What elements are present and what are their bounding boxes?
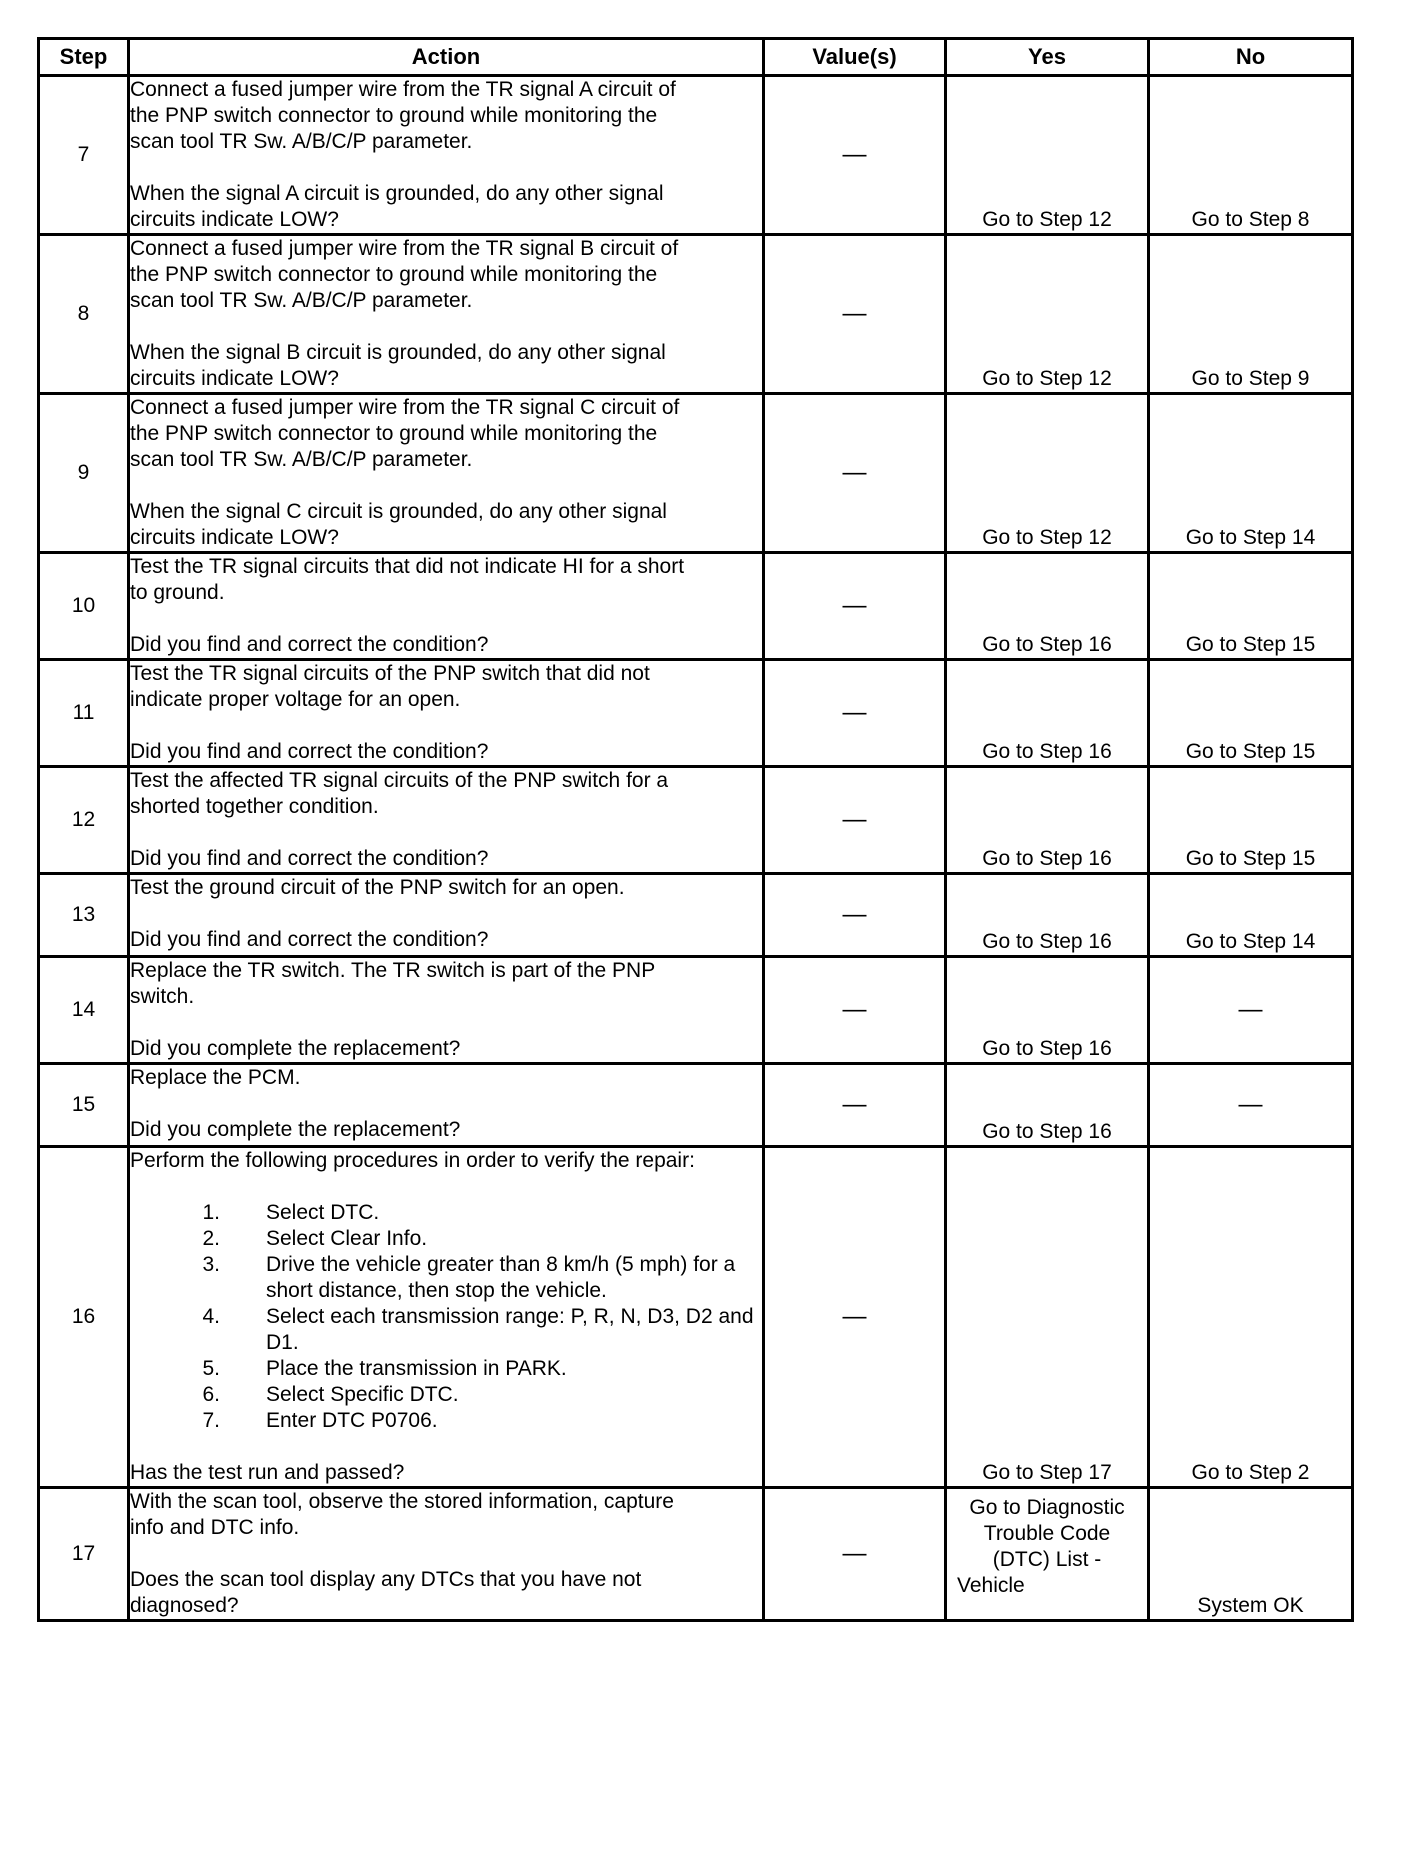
yes-result [946,1488,1149,1621]
header-action: Action [129,39,764,76]
question-text: circuits indicate LOW? [130,367,339,390]
action-text: Connect a fused jumper wire from the TR signal B circuit of [130,237,679,260]
question-text: Did you complete the replacement? [130,1118,461,1141]
header-values: Value(s) [764,39,946,76]
yes-result: Go to Step 16 [946,553,1149,660]
no-result: Go to Step 8 [1149,76,1353,235]
yes-result: Go to Step 16 [946,1064,1149,1147]
yes-text: Go to Diagnostic [969,1496,1125,1519]
spacer [130,901,762,927]
procedure-text: Place the transmission in PARK. [266,1357,567,1380]
procedure-item [174,1382,762,1408]
yes-result: Go to Step 16 [946,957,1149,1064]
question-text: When the signal A circuit is grounded, do any other signal [130,182,664,205]
table-row [39,394,1353,553]
procedure-number: 3. [202,1253,220,1276]
yes-result: Go to Step 16 [946,660,1149,767]
question-text: Does the scan tool display any DTCs that you have not [130,1568,642,1591]
procedure-item [174,1226,762,1252]
action-text: scan tool TR Sw. A/B/C/P parameter. [130,289,473,312]
table-row [39,874,1353,957]
yes-result: Go to Step 17 [946,1147,1149,1488]
question-text: circuits indicate LOW? [130,208,339,231]
question-text: circuits indicate LOW? [130,526,339,549]
action-cell [129,394,764,553]
procedure-text: Enter DTC P0706. [266,1409,438,1432]
action-text: Perform the following procedures in order to verify the repair: [130,1149,695,1172]
procedure-text: Select Specific DTC. [266,1383,459,1406]
diagnostic-table [37,37,1354,1622]
question-text: Did you find and correct the condition? [130,928,489,951]
action-cell [129,1064,764,1147]
value-dash: — [764,957,946,1064]
action-text: the PNP switch connector to ground while monitoring the [130,104,658,127]
no-result: Go to Step 14 [1149,394,1353,553]
procedure-item [174,1200,762,1226]
action-text: the PNP switch connector to ground while monitoring the [130,263,658,286]
table-row [39,235,1353,394]
step-number: 14 [39,957,129,1064]
no-result: Go to Step 9 [1149,235,1353,394]
spacer [130,820,762,846]
procedure-text: Drive the vehicle greater than 8 km/h (5 mph) for a short distance, then stop the vehicle. [266,1253,736,1302]
procedure-number: 2. [202,1227,220,1250]
procedure-number: 4. [202,1305,220,1328]
no-result: Go to Step 15 [1149,767,1353,874]
step-number: 8 [39,235,129,394]
action-text: info and DTC info. [130,1516,300,1539]
action-text: Connect a fused jumper wire from the TR signal C circuit of [130,396,680,419]
action-cell [129,1147,764,1488]
question-text: When the signal B circuit is grounded, do any other signal [130,341,666,364]
yes-text: Vehicle [957,1574,1025,1597]
no-result: Go to Step 14 [1149,874,1353,957]
step-number: 10 [39,553,129,660]
action-text: shorted together condition. [130,795,379,818]
action-text: Replace the PCM. [130,1066,301,1089]
header-step: Step [39,39,129,76]
no-result: — [1149,957,1353,1064]
action-text: scan tool TR Sw. A/B/C/P parameter. [130,130,473,153]
step-number: 16 [39,1147,129,1488]
no-result: Go to Step 15 [1149,660,1353,767]
procedure-item [174,1304,762,1356]
procedure-number: 5. [202,1357,220,1380]
procedure-item [174,1356,762,1382]
action-cell [129,957,764,1064]
spacer [130,1174,762,1200]
table-row [39,1488,1353,1621]
action-cell [129,553,764,660]
table-row [39,767,1353,874]
diagnostic-table-sheet [37,37,1354,1622]
action-cell [129,1488,764,1621]
procedure-text: Select DTC. [266,1201,380,1224]
value-dash: — [764,1488,946,1621]
action-cell [129,767,764,874]
action-text: Test the ground circuit of the PNP switch for an open. [130,876,625,899]
yes-result: Go to Step 16 [946,874,1149,957]
table-row [39,553,1353,660]
question-text: Has the test run and passed? [130,1461,405,1484]
yes-result: Go to Step 16 [946,767,1149,874]
step-number: 11 [39,660,129,767]
spacer [130,155,762,181]
action-cell [129,874,764,957]
action-text: the PNP switch connector to ground while monitoring the [130,422,658,445]
procedure-item [174,1252,762,1304]
action-text: indicate proper voltage for an open. [130,688,461,711]
value-dash: — [764,1147,946,1488]
action-text: Connect a fused jumper wire from the TR signal A circuit of [130,78,676,101]
question-text: Did you find and correct the condition? [130,740,489,763]
action-text: Test the TR signal circuits that did not indicate HI for a short [130,555,685,578]
procedure-list [130,1200,762,1434]
spacer [130,1434,762,1460]
spacer [130,314,762,340]
action-cell [129,660,764,767]
procedure-item [174,1408,762,1434]
value-dash: — [764,553,946,660]
spacer [130,606,762,632]
spacer [130,1010,762,1036]
action-text: scan tool TR Sw. A/B/C/P parameter. [130,448,473,471]
table-row [39,957,1353,1064]
value-dash: — [764,767,946,874]
value-dash: — [764,394,946,553]
action-cell [129,235,764,394]
action-text: to ground. [130,581,225,604]
no-result: — [1149,1064,1353,1147]
action-text: switch. [130,985,195,1008]
question-text: Did you find and correct the condition? [130,633,489,656]
question-text: Did you complete the replacement? [130,1037,461,1060]
value-dash: — [764,1064,946,1147]
table-row [39,660,1353,767]
step-number: 13 [39,874,129,957]
action-text: Test the affected TR signal circuits of the PNP switch for a [130,769,669,792]
action-text: Test the TR signal circuits of the PNP switch that did not [130,662,650,685]
yes-result: Go to Step 12 [946,394,1149,553]
question-text: Did you find and correct the condition? [130,847,489,870]
value-dash: — [764,660,946,767]
procedure-number: 1. [202,1201,220,1224]
step-number: 17 [39,1488,129,1621]
procedure-number: 7. [202,1409,220,1432]
table-row [39,1064,1353,1147]
spacer [130,1541,762,1567]
step-number: 12 [39,767,129,874]
action-text: Replace the TR switch. The TR switch is part of the PNP [130,959,656,982]
value-dash: — [764,235,946,394]
yes-text: (DTC) List - [992,1548,1102,1571]
procedure-text: Select each transmission range: P, R, N, D3, D2 and D1. [266,1305,754,1354]
table-row [39,1147,1353,1488]
step-number: 15 [39,1064,129,1147]
header-no: No [1149,39,1353,76]
value-dash: — [764,76,946,235]
header-yes: Yes [946,39,1149,76]
spacer [130,1091,762,1117]
action-cell [129,76,764,235]
spacer [130,713,762,739]
spacer [130,473,762,499]
yes-text: Trouble Code [983,1522,1111,1545]
table-body [39,76,1353,1621]
value-dash: — [764,874,946,957]
no-result: Go to Step 2 [1149,1147,1353,1488]
no-result: System OK [1149,1488,1353,1621]
yes-result: Go to Step 12 [946,76,1149,235]
action-text: With the scan tool, observe the stored information, capture [130,1490,674,1513]
procedure-number: 6. [202,1383,220,1406]
step-number: 9 [39,394,129,553]
question-text: When the signal C circuit is grounded, do any other signal [130,500,667,523]
procedure-text: Select Clear Info. [266,1227,428,1250]
yes-result: Go to Step 12 [946,235,1149,394]
question-text: diagnosed? [130,1594,239,1617]
no-result: Go to Step 15 [1149,553,1353,660]
table-row [39,76,1353,235]
header-row [39,39,1353,76]
step-number: 7 [39,76,129,235]
